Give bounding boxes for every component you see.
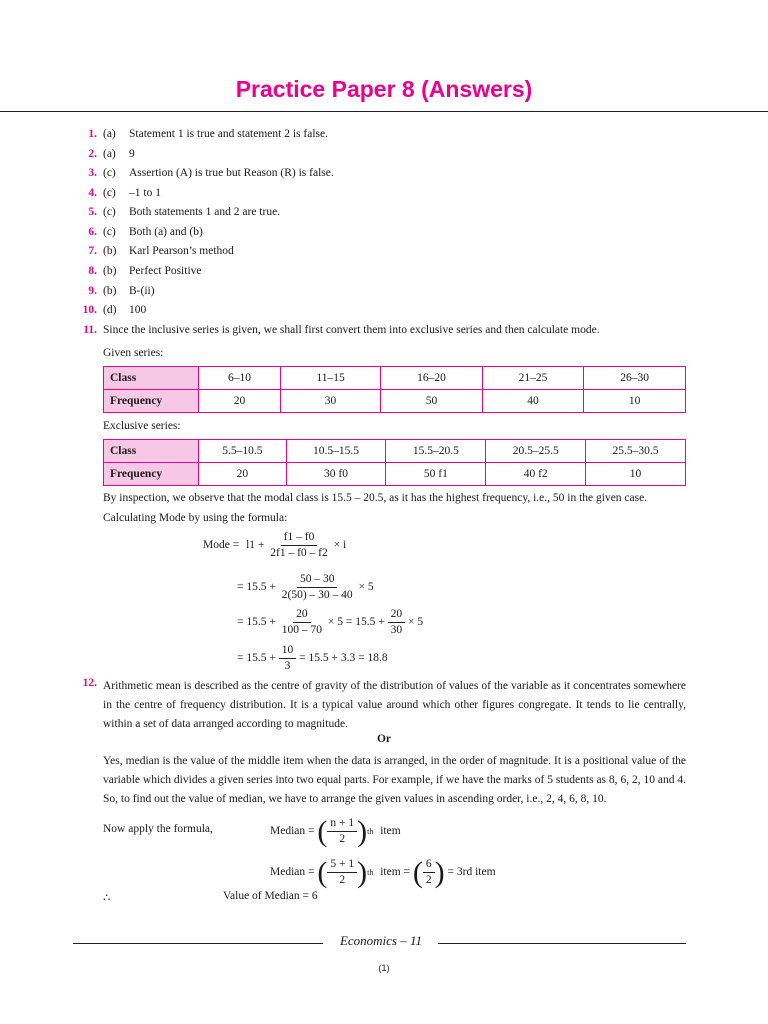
answer-item-6: 6. (c) Both (a) and (b) [88, 226, 203, 238]
mode-step-3: = 15.5 + $\frac{10}{3}$ = 15.5 + 3.3 = 18.8 [237, 644, 388, 672]
table-row [104, 440, 686, 463]
answer-item-1: 1. (a) Statement 1 is true and statement 2 is false. [88, 128, 328, 140]
footer-subject: Economics – 11 [339, 933, 423, 948]
table-row [104, 390, 686, 413]
table-cell: 10.5–15.5 [286, 440, 386, 463]
table-cell: 6–10 [199, 367, 281, 390]
table-header-class: Class [104, 440, 199, 463]
exclusive-series-label: Exclusive series: [103, 420, 181, 432]
arithmetic-mean-paragraph: Arithmetic mean is described as the centre of gravity of the distribution of values of the variable as it concentrates somewhere in the centre of frequency distribution. It is a typical value around which other figures congregate. It tends to lie centrally, within a set of data arranged according to magnitude. [103, 680, 686, 730]
median-paragraph: Yes, median is the value of the middle item when the data is arranged, in the order of magnitude. It is a positional value of the variable which divides a given series into two equal parts. For example, if we have the marks of 5 students as 8, 6, 2, 10 and 4. So, to find out the value of median, we have to arrange the given values in ascending order, i.e., 2, 4, 6, 8, 10. [103, 755, 686, 805]
given-series-label: Given series: [103, 347, 164, 359]
mode-fraction: $\frac{f1 - f0}{2f1 - f0 - f2}$ [270, 531, 328, 559]
mode-formula: Mode = l1 + $\frac{f1 - f0}{2f1 - f0 - f2}$ × i [203, 531, 347, 559]
table-cell: 50 [381, 390, 483, 413]
answer-item-4: 4. (c) –1 to 1 [88, 187, 161, 199]
table-cell: 40 [482, 390, 584, 413]
table-cell: 10 [586, 463, 686, 486]
mode-step-1: = 15.5 + $\frac{50 - 30}{2(50) - 30 - 40}$ × 5 [237, 573, 374, 601]
table-cell: 10 [584, 390, 686, 413]
table-cell: 40 f2 [486, 463, 586, 486]
table-cell: 20 [199, 463, 287, 486]
table-header-class: Class [104, 367, 199, 390]
footer-rule-left [73, 943, 323, 944]
answer-item-10: 10. (d) 100 [82, 304, 147, 316]
table-row [104, 463, 686, 486]
apply-formula-label: Now apply the formula, [103, 823, 213, 835]
table-cell: 25.5–30.5 [586, 440, 686, 463]
formula-label: Calculating Mode by using the formula: [103, 512, 288, 524]
table-cell: 20 [199, 390, 281, 413]
answer-item-9: 9. (b) B-(ii) [88, 285, 155, 297]
table-cell: 50 f1 [386, 463, 486, 486]
table-header-frequency: Frequency [104, 463, 199, 486]
answer-item-2: 2. (a) 9 [88, 148, 135, 160]
answer-item-8: 8. (b) Perfect Positive [88, 265, 202, 277]
table-cell: 15.5–20.5 [386, 440, 486, 463]
answer-item-11: 11. Since the inclusive series is given, we shall first convert them into exclusive series and then calculate mode. [83, 324, 600, 336]
median-calculation: Median = ( $\frac{5 + 1}{2}$ ) th item = ( $\frac{6}{2}$ ) = 3rd item [270, 855, 496, 889]
or-separator: Or [376, 733, 392, 745]
table-cell: 30 f0 [286, 463, 386, 486]
answer-item-3: 3. (c) Assertion (A) is true but Reason (R) is false. [88, 167, 334, 179]
table-cell: 30 [280, 390, 380, 413]
mode-step-2: = 15.5 + $\frac{20}{100 - 70}$ × 5 = 15.5 + $\frac{20}{30}$ × 5 [237, 608, 424, 636]
inspection-text: By inspection, we observe that the modal class is 15.5 – 20.5, as it has the highest frequency, i.e., 50 in the given case. [103, 492, 648, 504]
table-cell: 26–30 [584, 367, 686, 390]
page-number: (1) [378, 963, 390, 973]
table-cell: 5.5–10.5 [199, 440, 287, 463]
table-cell: 20.5–25.5 [486, 440, 586, 463]
answer-item-5: 5. (c) Both statements 1 and 2 are true. [88, 206, 281, 218]
answer-item-12: 12. [82, 677, 97, 689]
median-value: Value of Median = 6 [223, 890, 318, 902]
therefore-symbol: ∴ [103, 892, 111, 904]
exclusive-series-table [103, 439, 686, 486]
table-cell: 21–25 [482, 367, 584, 390]
footer-rule-right [438, 943, 686, 944]
answer-item-7: 7. (b) Karl Pearson’s method [88, 245, 234, 257]
given-series-table [103, 366, 686, 413]
table-row [104, 367, 686, 390]
median-formula: Median = ( $\frac{n + 1}{2}$ ) th item [270, 814, 401, 848]
title-divider [0, 111, 768, 112]
table-header-frequency: Frequency [104, 390, 199, 413]
table-cell: 16–20 [381, 367, 483, 390]
table-cell: 11–15 [280, 367, 380, 390]
page-title: Practice Paper 8 (Answers) [235, 76, 533, 102]
